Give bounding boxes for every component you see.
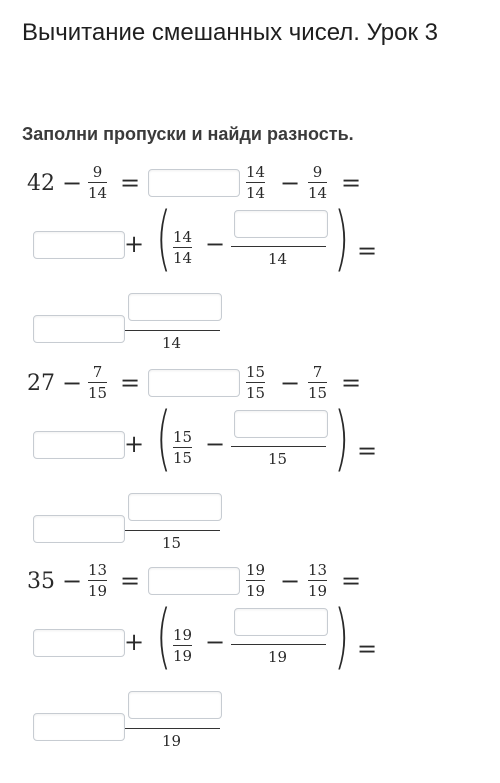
unit-fraction <box>246 164 265 201</box>
equals-sign: = <box>341 169 362 197</box>
unit-fraction-bar <box>246 182 265 183</box>
unit-fraction-bar <box>246 580 265 581</box>
numerator-input[interactable] <box>234 608 328 636</box>
subtrahend-fraction-denominator: 15 <box>88 384 108 402</box>
denominator: 19 <box>268 648 288 666</box>
right-parenthesis: ) <box>334 197 350 279</box>
minus-sign: − <box>280 567 301 595</box>
subtrahend-fraction-repeat-numerator: 9 <box>312 163 323 181</box>
unit-fraction-2-bar <box>173 447 192 448</box>
subtrahend-fraction-repeat <box>308 562 327 599</box>
subtrahend-fraction-numerator: 13 <box>88 561 108 579</box>
answer-denominator: 14 <box>162 334 182 352</box>
subtrahend-fraction-bar <box>88 182 107 183</box>
minus-sign: − <box>205 430 226 458</box>
unit-fraction-2 <box>173 627 192 664</box>
unit-fraction-2-denominator: 14 <box>173 249 193 267</box>
unit-fraction-2 <box>173 229 192 266</box>
denominator: 14 <box>268 250 288 268</box>
equals-sign: = <box>120 369 141 397</box>
right-parenthesis: ) <box>334 397 350 479</box>
unit-fraction-denominator: 19 <box>246 582 266 600</box>
left-parenthesis: ( <box>156 397 172 479</box>
answer-numerator-input[interactable] <box>128 493 222 521</box>
subtrahend-fraction <box>88 562 107 599</box>
numerator-input[interactable] <box>234 410 328 438</box>
denominator: 15 <box>268 450 288 468</box>
whole-part-input-2[interactable] <box>33 629 125 657</box>
subtrahend-fraction-bar <box>88 382 107 383</box>
answer-denominator: 15 <box>162 534 182 552</box>
whole-number: 27 <box>27 371 55 396</box>
subtrahend-fraction-numerator: 7 <box>92 363 103 381</box>
equals-sign: = <box>357 237 378 265</box>
answer-numerator-input[interactable] <box>128 293 222 321</box>
subtrahend-fraction-repeat-bar <box>308 580 327 581</box>
fraction-bar <box>231 246 326 247</box>
whole-number: 42 <box>27 171 55 196</box>
unit-fraction-denominator: 14 <box>246 184 266 202</box>
answer-whole-input[interactable] <box>33 315 125 343</box>
task-instruction: Заполни пропуски и найди разность. <box>22 124 354 144</box>
answer-denominator: 19 <box>162 732 182 750</box>
fraction-bar <box>231 446 326 447</box>
numerator-input[interactable] <box>234 210 328 238</box>
equals-sign: = <box>357 437 378 465</box>
lesson-title: Вычитание смешанных чисел. Урок 3 <box>22 19 438 46</box>
answer-numerator-input[interactable] <box>128 691 222 719</box>
unit-fraction-2-numerator: 19 <box>173 626 193 644</box>
subtrahend-fraction-repeat-numerator: 7 <box>312 363 323 381</box>
minus-sign: − <box>62 369 83 397</box>
subtrahend-fraction-bar <box>88 580 107 581</box>
subtrahend-fraction-repeat-bar <box>308 382 327 383</box>
unit-fraction-2-denominator: 15 <box>173 449 193 467</box>
minus-sign: − <box>205 628 226 656</box>
minus-sign: − <box>62 169 83 197</box>
unit-fraction-numerator: 19 <box>246 561 266 579</box>
answer-fraction-bar <box>125 330 220 331</box>
equals-sign: = <box>357 635 378 663</box>
minus-sign: − <box>280 169 301 197</box>
plus-sign: + <box>124 230 145 258</box>
unit-fraction-2-denominator: 19 <box>173 647 193 665</box>
subtrahend-fraction-repeat <box>308 164 327 201</box>
unit-fraction-2-numerator: 15 <box>173 428 193 446</box>
whole-part-input-2[interactable] <box>33 231 125 259</box>
left-parenthesis: ( <box>156 595 172 677</box>
plus-sign: + <box>124 430 145 458</box>
unit-fraction-denominator: 15 <box>246 384 266 402</box>
subtrahend-fraction-repeat-numerator: 13 <box>308 561 328 579</box>
subtrahend-fraction-repeat-denominator: 14 <box>308 184 328 202</box>
right-parenthesis: ) <box>334 595 350 677</box>
unit-fraction-2 <box>173 429 192 466</box>
subtrahend-fraction-numerator: 9 <box>92 163 103 181</box>
unit-fraction-2-bar <box>173 247 192 248</box>
subtrahend-fraction-repeat <box>308 364 327 401</box>
answer-fraction-bar <box>125 530 220 531</box>
answer-whole-input[interactable] <box>33 713 125 741</box>
left-parenthesis: ( <box>156 197 172 279</box>
equals-sign: = <box>120 567 141 595</box>
unit-fraction-2-bar <box>173 645 192 646</box>
plus-sign: + <box>124 628 145 656</box>
minus-sign: − <box>205 230 226 258</box>
subtrahend-fraction-denominator: 19 <box>88 582 108 600</box>
whole-part-input-2[interactable] <box>33 431 125 459</box>
minus-sign: − <box>62 567 83 595</box>
equals-sign: = <box>341 369 362 397</box>
subtrahend-fraction-denominator: 14 <box>88 184 108 202</box>
unit-fraction-numerator: 15 <box>246 363 266 381</box>
subtrahend-fraction <box>88 164 107 201</box>
unit-fraction-numerator: 14 <box>246 163 266 181</box>
unit-fraction-2-numerator: 14 <box>173 228 193 246</box>
subtrahend-fraction-repeat-bar <box>308 182 327 183</box>
unit-fraction <box>246 562 265 599</box>
subtrahend-fraction <box>88 364 107 401</box>
unit-fraction <box>246 364 265 401</box>
fraction-bar <box>231 644 326 645</box>
whole-number: 35 <box>27 569 55 594</box>
equals-sign: = <box>341 567 362 595</box>
minus-sign: − <box>280 369 301 397</box>
equals-sign: = <box>120 169 141 197</box>
subtrahend-fraction-repeat-denominator: 15 <box>308 384 328 402</box>
unit-fraction-bar <box>246 382 265 383</box>
subtrahend-fraction-repeat-denominator: 19 <box>308 582 328 600</box>
answer-whole-input[interactable] <box>33 515 125 543</box>
answer-fraction-bar <box>125 728 220 729</box>
